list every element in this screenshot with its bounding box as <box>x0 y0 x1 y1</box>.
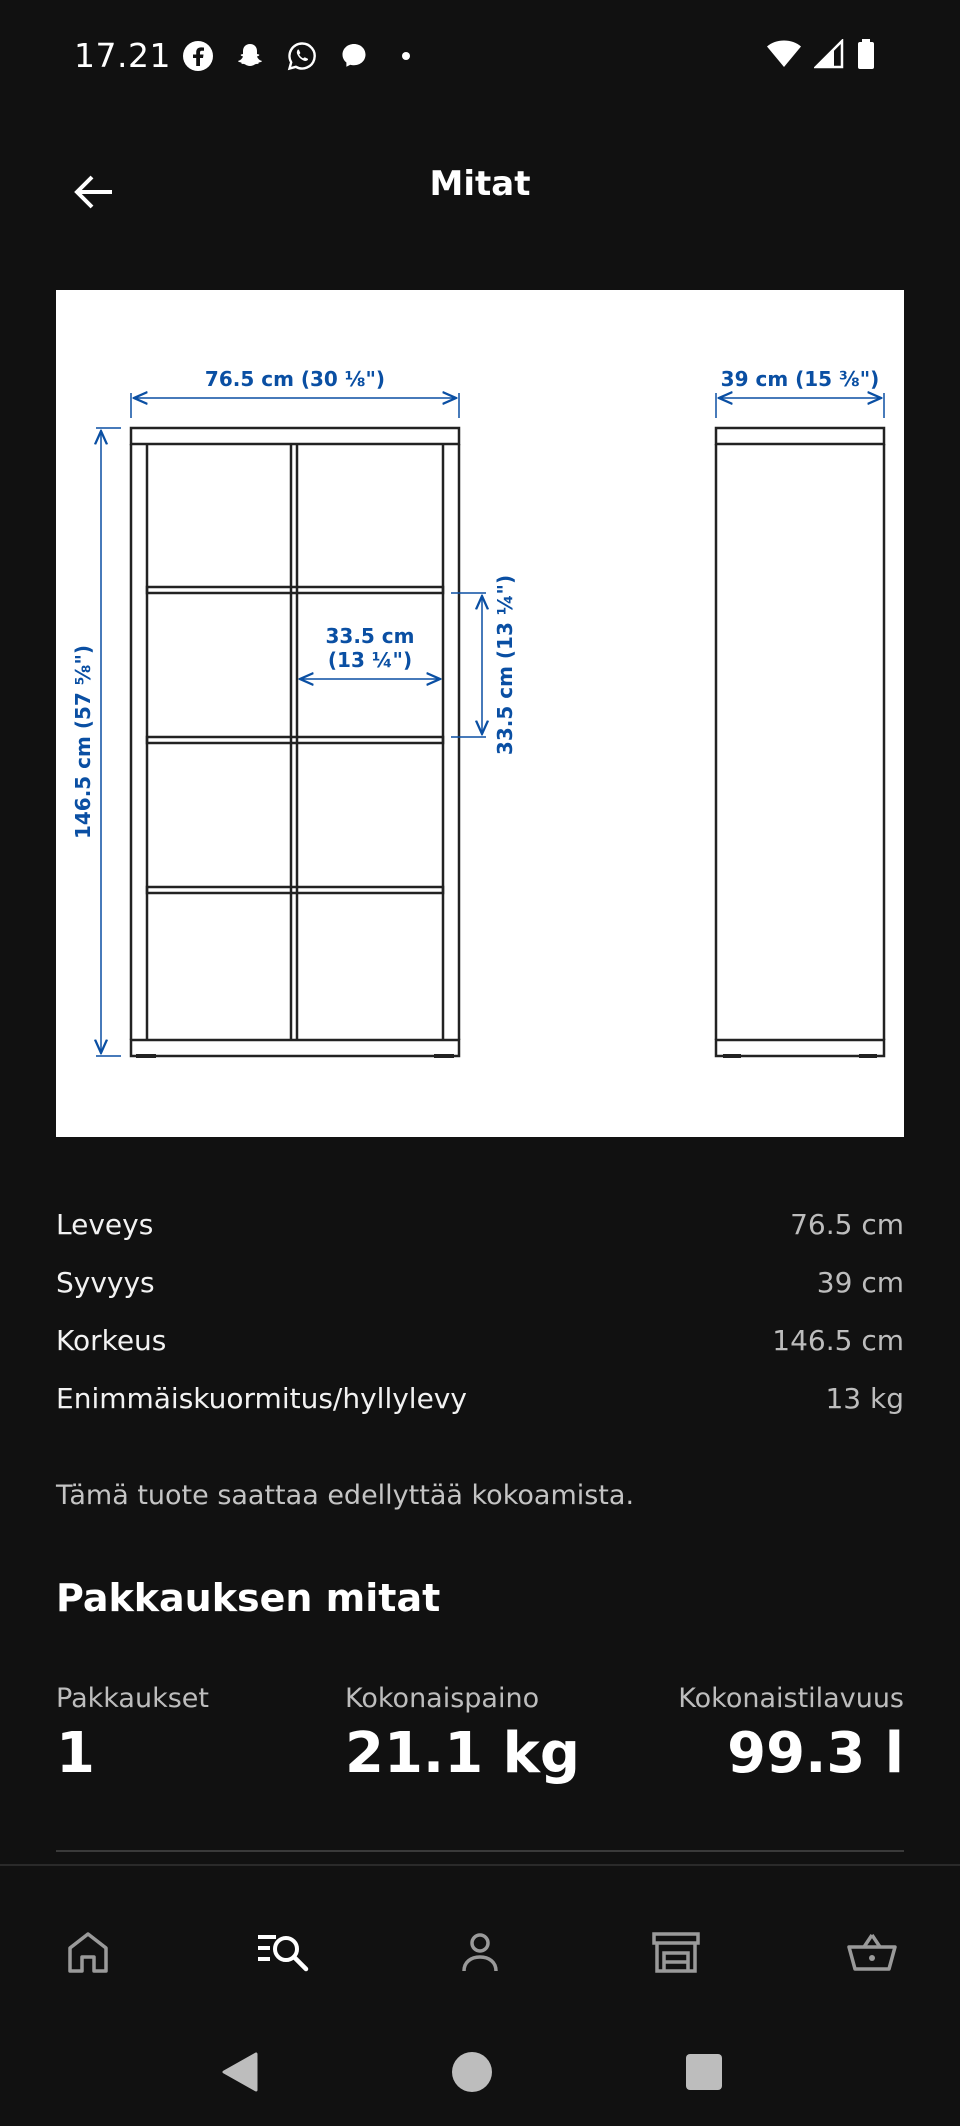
inner-width-label-line1: 33.5 cm <box>325 624 415 648</box>
stat-packages <box>56 1683 209 1786</box>
inner-height-label: 33.5 cm (13 ¼") <box>493 574 517 756</box>
notification-icons <box>180 38 424 74</box>
whatsapp-icon <box>284 38 320 74</box>
nav-home[interactable] <box>56 1920 120 1984</box>
spec-row-height <box>56 1311 904 1369</box>
spec-value: 39 cm <box>816 1265 904 1299</box>
section-divider <box>56 1850 904 1852</box>
spec-label: Leveys <box>56 1207 154 1241</box>
cell-signal-icon <box>814 39 844 73</box>
stat-label: Pakkaukset <box>56 1683 209 1714</box>
stat-total-volume <box>678 1683 904 1786</box>
nav-profile[interactable] <box>448 1920 512 1984</box>
shelf-dimension-drawing <box>56 290 904 1137</box>
spec-value: 76.5 cm <box>790 1207 904 1241</box>
spec-row-max-load <box>56 1369 904 1427</box>
back-triangle-icon <box>218 2050 262 2094</box>
spec-label: Syvyys <box>56 1265 155 1299</box>
bottom-navigation <box>0 1880 960 2000</box>
home-icon <box>65 1929 111 1975</box>
assembly-note: Tämä tuote saattaa edellyttää kokoamista. <box>56 1480 635 1511</box>
width-label: 76.5 cm (30 ⅛") <box>204 367 386 391</box>
status-time: 17.21 <box>74 36 171 75</box>
nav-basket[interactable] <box>840 1920 904 1984</box>
inner-width-label-line2: (13 ¼") <box>327 648 413 672</box>
shelf-side-view <box>716 428 884 1056</box>
home-circle-icon <box>450 2050 494 2094</box>
facebook-icon <box>180 38 216 74</box>
dimension-specs-list <box>56 1195 904 1427</box>
spec-row-depth <box>56 1253 904 1311</box>
package-section-title: Pakkauksen mitat <box>56 1576 441 1620</box>
wifi-icon <box>766 39 802 73</box>
nav-search[interactable] <box>252 1920 316 1984</box>
stat-value: 21.1 kg <box>345 1721 580 1786</box>
depth-label: 39 cm (15 ⅜") <box>720 367 880 391</box>
spec-value: 13 kg <box>825 1381 904 1415</box>
page-title: Mitat <box>429 164 531 204</box>
profile-icon <box>457 1929 503 1975</box>
spec-label: Korkeus <box>56 1323 167 1357</box>
basket-icon <box>846 1929 898 1975</box>
stat-value: 99.3 l <box>727 1721 904 1786</box>
system-navigation-bar <box>0 2020 960 2120</box>
search-icon <box>256 1929 312 1975</box>
spec-label: Enimmäiskuormitus/hyllylevy <box>56 1381 467 1415</box>
snapchat-icon <box>232 38 268 74</box>
system-home-button[interactable] <box>442 2042 502 2102</box>
messenger-icon <box>336 38 372 74</box>
system-status-icons <box>766 38 876 74</box>
package-stats <box>56 1683 904 1793</box>
height-label: 146.5 cm (57 ⅝") <box>71 644 95 840</box>
spec-row-width <box>56 1195 904 1253</box>
battery-icon <box>856 38 876 74</box>
shelf-front-view <box>131 428 459 1056</box>
stat-total-weight <box>345 1683 580 1786</box>
system-recents-button[interactable] <box>674 2042 734 2102</box>
system-back-button[interactable] <box>210 2042 270 2102</box>
dot-icon <box>388 38 424 74</box>
dimensions-illustration <box>56 290 904 1137</box>
stat-value: 1 <box>56 1721 95 1786</box>
recents-square-icon <box>684 2052 724 2092</box>
bottom-nav-divider <box>0 1864 960 1866</box>
spec-value: 146.5 cm <box>772 1323 904 1357</box>
nav-store[interactable] <box>644 1920 708 1984</box>
stat-label: Kokonaispaino <box>345 1683 540 1714</box>
status-bar <box>0 0 960 110</box>
store-icon <box>651 1929 701 1975</box>
stat-label: Kokonaistilavuus <box>678 1683 904 1714</box>
top-app-bar <box>0 140 960 240</box>
